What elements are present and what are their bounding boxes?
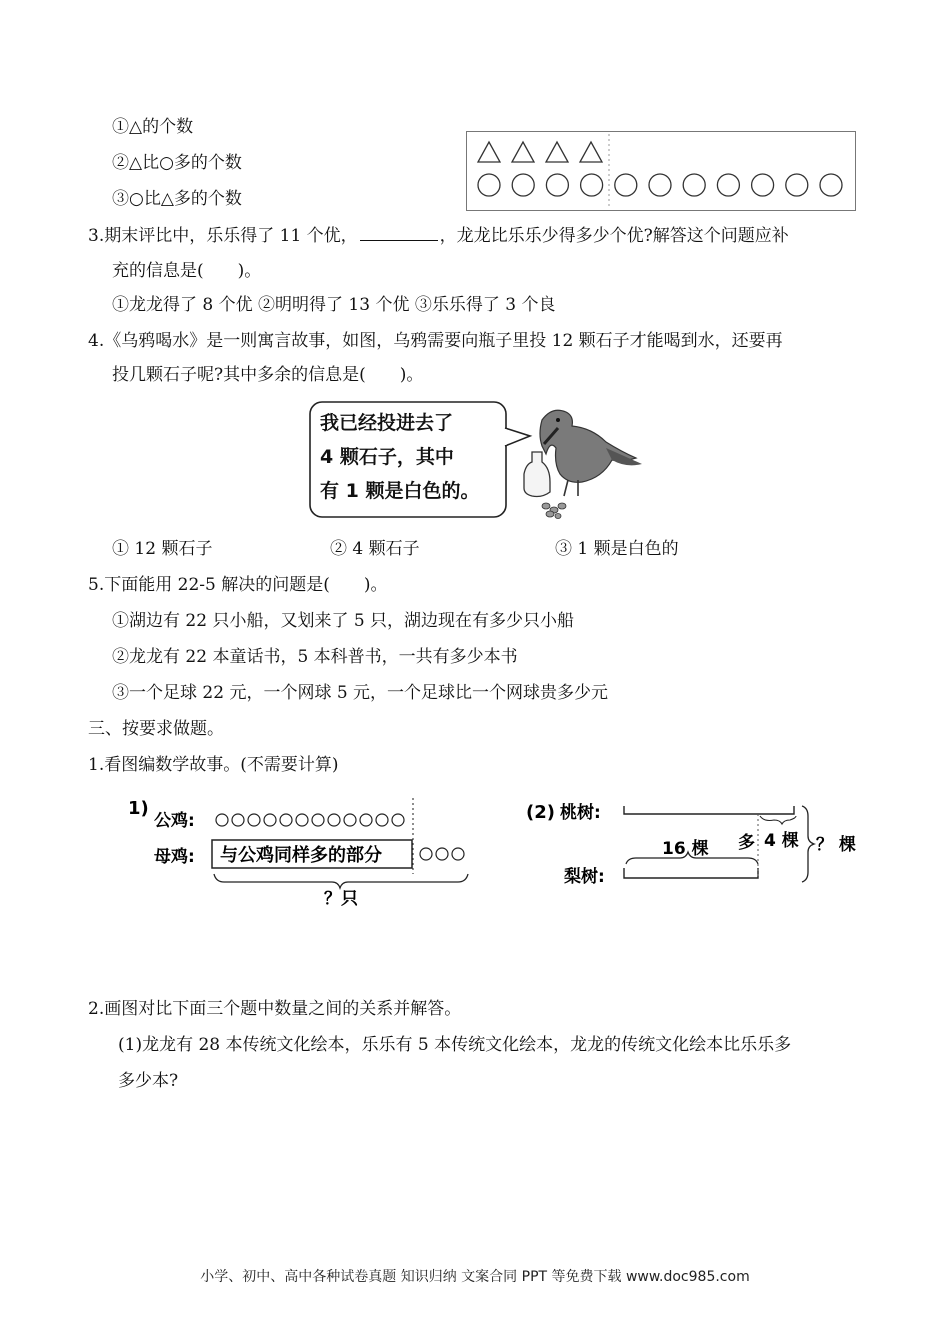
option-1: ①△的个数 (112, 117, 194, 137)
q3-line2: 充的信息是( )。 (112, 261, 262, 281)
answer-blank[interactable] (360, 224, 438, 241)
total-brace (214, 874, 468, 888)
option-2: ②△比○多的个数 (112, 153, 242, 173)
same-part-label: 与公鸡同样多的部分 (220, 845, 382, 866)
diagram1-number: 1) (128, 798, 149, 819)
diagram-chickens (124, 792, 480, 908)
circle-shape (546, 174, 568, 196)
hen-label: 母鸡: (154, 847, 195, 867)
rooster-circle (392, 814, 404, 826)
rooster-circle (376, 814, 388, 826)
total-trees-question: ？ 棵 (816, 835, 856, 855)
circle-shape (820, 174, 842, 196)
rooster-circle (360, 814, 372, 826)
circle-shape (683, 174, 705, 196)
peach-bar (624, 806, 794, 814)
circle-shape (752, 174, 774, 196)
diagram-trees (524, 792, 864, 892)
q3-options: ①龙龙得了 8 个优 ②明明得了 13 个优 ③乐乐得了 3 个良 (112, 295, 556, 315)
bubble-line-1: 我已经投进去了 (320, 412, 454, 434)
q4-line2: 投几颗石子呢?其中多余的信息是( )。 (112, 365, 424, 385)
more-label: 多 (738, 833, 755, 853)
circle-shape (786, 174, 808, 196)
shape-panel (466, 131, 856, 211)
hen-extra-circles (420, 848, 464, 860)
page-footer: 小学、初中、高中各种试卷真题 知识归纳 文案合同 PPT 等免费下载 www.doc985.com (200, 1269, 750, 1285)
rooster-circle (312, 814, 324, 826)
rooster-circle (216, 814, 228, 826)
s3-q1: 1.看图编数学故事。(不需要计算) (88, 755, 339, 775)
q4-option-3: ③ 1 颗是白色的 (555, 539, 679, 559)
rooster-circle (328, 814, 340, 826)
option-3: ③○比△多的个数 (112, 189, 242, 209)
circle-shape (478, 174, 500, 196)
hen-extra-circle (420, 848, 432, 860)
bubble-line-3: 有 1 颗是白色的。 (320, 480, 480, 502)
circle-shape (512, 174, 534, 196)
q3-line1: 3.期末评比中，乐乐得了 11 个优， ，龙龙比乐乐少得多少个优?解答这个问题应补 (88, 226, 789, 246)
circle-row (478, 174, 842, 196)
q4-option-2: ② 4 颗石子 (330, 539, 420, 559)
rooster-circle (296, 814, 308, 826)
pear-count: 16 棵 (662, 839, 709, 859)
total-question: ？只 (324, 889, 358, 908)
circle-shape (717, 174, 739, 196)
pear-label: 梨树: (564, 867, 605, 887)
rooster-circle (248, 814, 260, 826)
q4-option-1: ① 12 颗石子 (112, 539, 213, 559)
crow-icon (540, 410, 642, 496)
diagram2-number: (2) (526, 802, 555, 823)
rooster-label: 公鸡: (154, 811, 195, 831)
hen-extra-circle (436, 848, 448, 860)
triangle-shape (478, 142, 500, 162)
triangle-shape (546, 142, 568, 162)
triangle-row (478, 142, 602, 162)
rooster-circle (280, 814, 292, 826)
q5-option-3: ③一个足球 22 元，一个网球 5 元，一个足球比一个网球贵多少元 (112, 683, 609, 703)
s3-q2-stem: 2.画图对比下面三个题中数量之间的关系并解答。 (88, 999, 462, 1019)
bubble-line-2: 4 颗石子，其中 (320, 446, 454, 468)
triangle-shape (512, 142, 534, 162)
s3-q2-p1-line1: (1)龙龙有 28 本传统文化绘本，乐乐有 5 本传统文化绘本，龙龙的传统文化绘本比乐乐多 (118, 1035, 792, 1055)
triangle-shape (580, 142, 602, 162)
difference-brace (760, 816, 796, 824)
stones-icon (542, 503, 566, 519)
circle-shape (581, 174, 603, 196)
total-brace-trees (802, 806, 814, 882)
hen-extra-circle (452, 848, 464, 860)
section-title: 三、按要求做题。 (88, 719, 224, 739)
shape-panel-drawing (467, 132, 855, 210)
rooster-circles (216, 814, 404, 826)
rooster-circle (232, 814, 244, 826)
peach-label: 桃树: (560, 803, 601, 823)
q5-option-2: ②龙龙有 22 本童话书，5 本科普书，一共有多少本书 (112, 647, 518, 667)
more-count: 4 棵 (764, 831, 799, 851)
q5-option-1: ①湖边有 22 只小船，又划来了 5 只，湖边现在有多少只小船 (112, 611, 575, 631)
bottle-icon (524, 452, 550, 497)
rooster-circle (344, 814, 356, 826)
pear-bar (624, 868, 758, 878)
q5-stem: 5.下面能用 22-5 解决的问题是( )。 (88, 575, 388, 595)
q4-line1: 4.《乌鸦喝水》是一则寓言故事，如图，乌鸦需要向瓶子里投 12 颗石子才能喝到水，还要再 (88, 331, 783, 351)
rooster-circle (264, 814, 276, 826)
circle-shape (649, 174, 671, 196)
circle-shape (615, 174, 637, 196)
s3-q2-p1-line2: 多少本? (118, 1071, 179, 1091)
